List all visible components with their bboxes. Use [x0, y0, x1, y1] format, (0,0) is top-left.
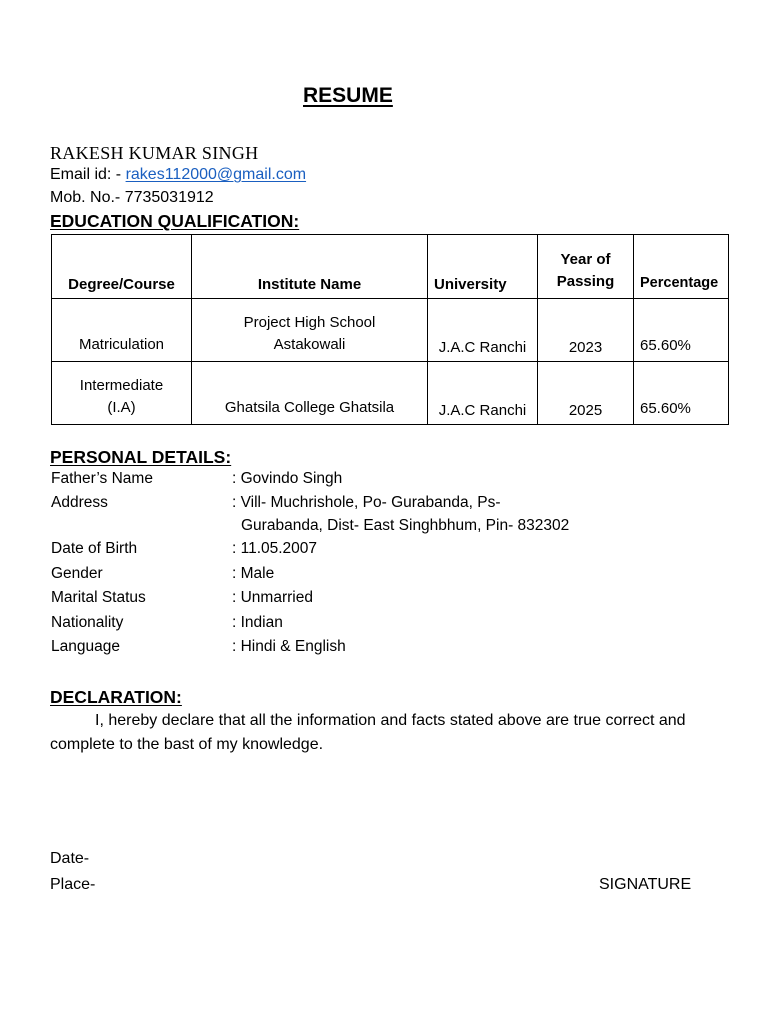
email-link[interactable]: rakes112000@gmail.com — [125, 166, 307, 183]
table-row — [52, 362, 729, 425]
mobile-number: Mob. No.- 7735031912 — [50, 189, 214, 206]
percentage-cell: 65.60% — [634, 299, 729, 362]
header-percentage: Percentage — [634, 235, 729, 299]
fathers-name-label: Father’s Name — [51, 470, 153, 487]
personal-details-heading: PERSONAL DETAILS: — [50, 447, 232, 467]
education-table — [51, 234, 729, 425]
fathers-name-value: : Govindo Singh — [232, 470, 343, 487]
header-year-line2: Passing — [556, 273, 615, 290]
degree-line1: Intermediate — [79, 377, 164, 394]
language-value: : Hindi & English — [232, 638, 346, 655]
table-header-row — [52, 235, 729, 299]
declaration-text: I, hereby declare that all the information and facts stated above are true correct and complete to the bast of my knowledge. — [50, 712, 686, 753]
education-heading: EDUCATION QUALIFICATION: — [50, 211, 300, 231]
nationality-value: : Indian — [232, 614, 283, 631]
header-institute: Institute Name — [192, 235, 428, 299]
percentage-cell: 65.60% — [634, 362, 729, 425]
gender-label: Gender — [51, 565, 103, 582]
header-year — [538, 235, 634, 299]
header-university: University — [428, 235, 538, 299]
university-cell: J.A.C Ranchi — [428, 299, 538, 362]
dob-value: : 11.05.2007 — [232, 540, 318, 557]
degree-line2: (I.A) — [107, 399, 136, 416]
year-cell: 2023 — [538, 299, 634, 362]
institute-cell — [192, 299, 428, 362]
university-cell: J.A.C Ranchi — [428, 362, 538, 425]
candidate-name: RAKESH KUMAR SINGH — [50, 143, 259, 163]
declaration-heading: DECLARATION: — [50, 687, 182, 707]
language-label: Language — [51, 638, 120, 655]
year-cell: 2025 — [538, 362, 634, 425]
dob-label: Date of Birth — [51, 540, 138, 557]
institute-line2: Astakowali — [273, 336, 346, 353]
institute-cell — [192, 362, 428, 425]
address-value-line2: Gurabanda, Dist- East Singhbhum, Pin- 832302 — [241, 517, 570, 534]
nationality-label: Nationality — [51, 614, 124, 631]
place-label: Place- — [50, 876, 96, 893]
marital-status-label: Marital Status — [51, 589, 146, 606]
degree-line2: Matriculation — [78, 336, 165, 353]
header-year-line1: Year of — [560, 251, 611, 268]
institute-line1: Project High School — [243, 314, 376, 331]
resume-title: RESUME — [303, 84, 393, 107]
email-line — [50, 166, 306, 184]
institute-line2: Ghatsila College Ghatsila — [224, 399, 395, 416]
header-degree: Degree/Course — [52, 235, 192, 299]
degree-cell — [52, 362, 192, 425]
gender-value: : Male — [232, 565, 275, 582]
table-row — [52, 299, 729, 362]
address-label: Address — [51, 494, 108, 511]
signature-label: SIGNATURE — [599, 876, 692, 893]
date-label: Date- — [50, 850, 90, 867]
email-label: Email id: - — [50, 166, 126, 183]
address-value-line1: : Vill- Muchrishole, Po- Gurabanda, Ps- — [232, 494, 501, 511]
degree-cell — [52, 299, 192, 362]
marital-status-value: : Unmarried — [232, 589, 313, 606]
